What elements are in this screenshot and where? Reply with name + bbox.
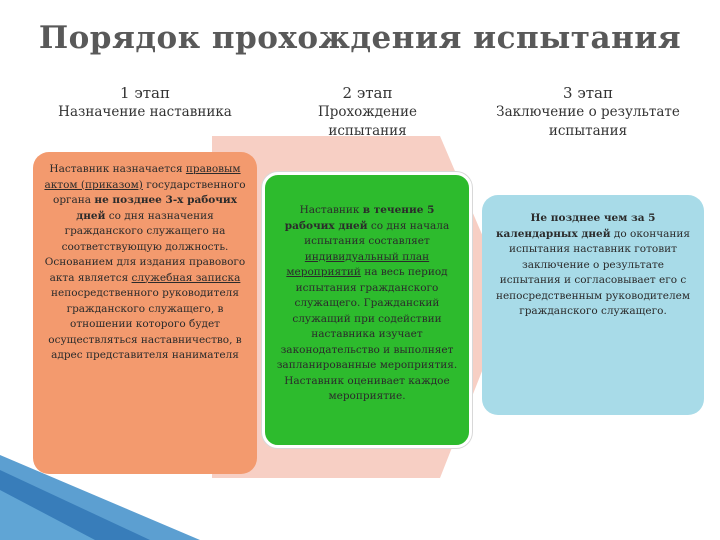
box3-text-2: до окончания испытания наставник готовит заключение о результате испытания и согласовывает его с непосредственным руководителем гражданского служащего. (495, 227, 691, 317)
stage-2-box (262, 172, 472, 448)
page-title: Порядок прохождения испытания (38, 20, 682, 56)
box1-text-7: непосредственного руководителя гражданского служащего, в отношении которого будет осуществляться наставничество, в адрес представителя нанимателя (48, 287, 242, 361)
stage-3-number: 3 этап (563, 84, 613, 102)
box2-text-1: Наставник (299, 204, 360, 216)
stage-1-header (45, 84, 245, 122)
box3-deadline: Не позднее чем за 5 календарных дней (495, 212, 656, 240)
box2-text-5: на весь период испытания гражданского служащего. Гражданский служащий при содействии наставника изучает законодательство и выполняет запланированные мероприятия. Наставник оценивает каждое мероприятие. (276, 266, 458, 402)
box1-deadline: не позднее 3-х рабочих дней (76, 194, 237, 222)
box1-text-1: Наставник назначается (49, 163, 183, 175)
stage-3-box (482, 195, 704, 415)
stage-3-header (488, 84, 688, 141)
stage-3-name: Заключение о результате испытания (496, 104, 680, 139)
box1-text-5: со дня назначения гражданского служащего на соответствующую должность. Основанием для издания правового акта является (44, 209, 246, 284)
stage-2-header (285, 84, 450, 141)
box2-text-3: со дня начала испытания составляет (304, 219, 450, 247)
box2-deadline: в течение 5 рабочих дней (284, 204, 435, 232)
stage-1-name: Назначение наставника (58, 104, 232, 120)
box1-text-3: государственного органа (53, 178, 246, 206)
box1-order-link: правовым актом (приказом) (44, 163, 241, 191)
stage-1-number: 1 этап (120, 84, 170, 102)
box1-memo: служебная записка (131, 271, 241, 284)
stage-2-number: 2 этап (342, 84, 393, 102)
box2-plan: индивидуальный план мероприятий (286, 250, 430, 278)
stage-2-name: Прохождение испытания (318, 104, 417, 139)
stage-1-box (33, 152, 257, 474)
